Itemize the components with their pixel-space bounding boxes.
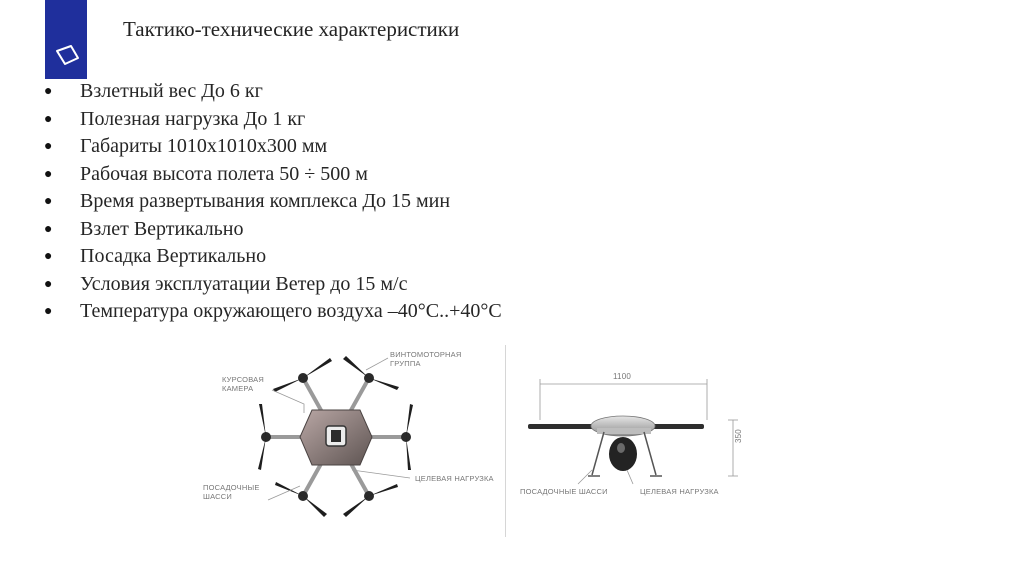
label-payload-top: ЦЕЛЕВАЯ НАГРУЗКА	[415, 474, 494, 483]
bullet-icon: ●	[44, 166, 53, 182]
bullet-icon: ●	[44, 276, 53, 292]
divider	[505, 345, 506, 537]
bullet-icon: ●	[44, 139, 53, 154]
spec-item: ● Взлет Вертикально	[40, 216, 502, 244]
label-course-camera: КУРСОВАЯ КАМЕРА	[222, 375, 264, 393]
spec-item: ● Температура окружающего воздуха –40°С..+40°С	[40, 298, 502, 326]
bullet-icon: ●	[44, 111, 53, 127]
bullet-icon: ●	[44, 194, 53, 209]
label-landing-gear-side: ПОСАДОЧНЫЕ ШАССИ	[520, 487, 608, 496]
slide-title: Тактико-технические характеристики	[123, 17, 460, 41]
label-landing-gear-top: ПОСАДОЧНЫЕ ШАССИ	[203, 483, 260, 501]
bullet-icon: ●	[44, 221, 53, 237]
drone-side-view	[528, 379, 738, 484]
dimension-height: 350	[734, 429, 743, 443]
spec-item: ● Рабочая высота полета 50 ÷ 500 м	[40, 161, 502, 189]
label-payload-side: ЦЕЛЕВАЯ НАГРУЗКА	[640, 487, 719, 496]
spec-item: ● Время развертывания комплекса До 15 мин	[40, 188, 502, 216]
dimension-width: 1100	[613, 372, 632, 381]
bullet-icon: ●	[44, 84, 53, 99]
bullet-icon: ●	[44, 249, 53, 264]
spec-item: ● Взлетный вес До 6 кг	[40, 78, 502, 106]
spec-item: ● Условия эксплуатации Ветер до 15 м/с	[40, 271, 502, 299]
label-motor-group: ВИНТОМОТОРНАЯ ГРУППА	[390, 350, 462, 368]
spec-item: ● Габариты 1010х1010х300 мм	[40, 133, 502, 161]
bullet-icon: ●	[44, 304, 53, 319]
spec-item: ● Полезная нагрузка До 1 кг	[40, 106, 502, 134]
spec-item: ● Посадка Вертикально	[40, 243, 502, 271]
